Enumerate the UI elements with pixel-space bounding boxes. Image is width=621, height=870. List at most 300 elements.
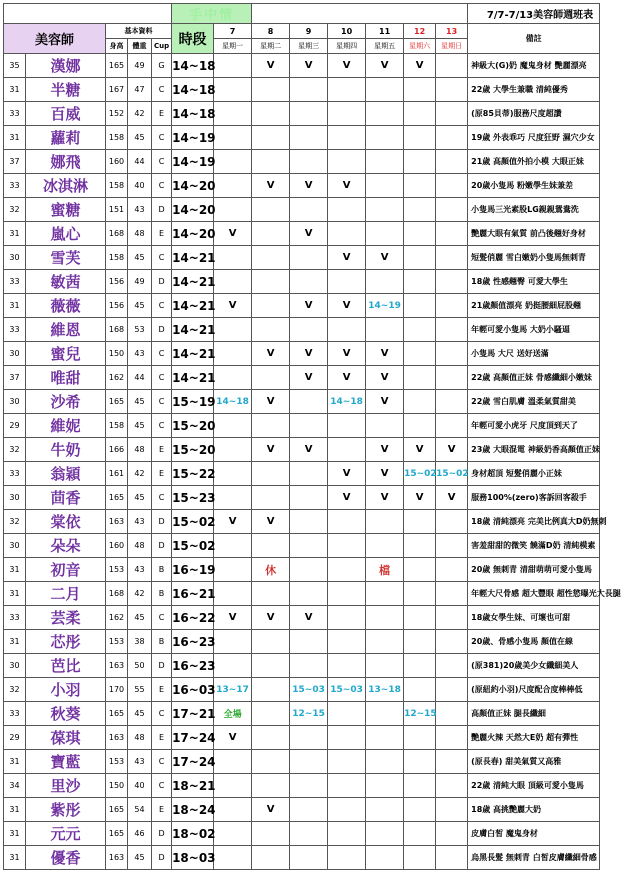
table-row: [4, 246, 600, 270]
schedule-cell: [214, 270, 252, 294]
age-cell: 31: [4, 750, 26, 774]
schedule-cell: V: [366, 390, 404, 414]
period-cell: 16~23: [172, 630, 214, 654]
schedule-cell: [214, 126, 252, 150]
table-row: [4, 54, 600, 78]
schedule-cell: V: [252, 798, 290, 822]
schedule-cell: 14~18: [328, 390, 366, 414]
period-cell: 14~21: [172, 246, 214, 270]
schedule-cell: [436, 342, 468, 366]
schedule-cell: [214, 102, 252, 126]
schedule-cell: [214, 54, 252, 78]
schedule-cell: [214, 654, 252, 678]
period-cell: 15~02: [172, 510, 214, 534]
schedule-cell: [366, 726, 404, 750]
schedule-cell: [328, 606, 366, 630]
schedule-cell: [366, 102, 404, 126]
weight-cell: 43: [128, 342, 152, 366]
schedule-cell: [404, 630, 436, 654]
schedule-cell: 全場: [214, 702, 252, 726]
header-blank: [4, 4, 172, 24]
table-row: [4, 126, 600, 150]
schedule-cell: [366, 414, 404, 438]
schedule-cell: V: [252, 510, 290, 534]
schedule-cell: [366, 822, 404, 846]
cup-cell: G: [152, 54, 172, 78]
schedule-cell: 15~02: [436, 462, 468, 486]
schedule-cell: [436, 246, 468, 270]
schedule-cell: [404, 774, 436, 798]
period-cell: 15~02: [172, 534, 214, 558]
cup-cell: E: [152, 438, 172, 462]
day-number: 9: [290, 24, 328, 39]
schedule-cell: [366, 534, 404, 558]
schedule-cell: 12~15: [290, 702, 328, 726]
schedule-cell: [252, 150, 290, 174]
period-cell: 16~03: [172, 678, 214, 702]
schedule-cell: [290, 246, 328, 270]
period-cell: 16~19: [172, 558, 214, 582]
cup-cell: B: [152, 558, 172, 582]
stylist-name: 朵朵: [26, 534, 106, 558]
age-cell: 31: [4, 582, 26, 606]
schedule-cell: [214, 438, 252, 462]
day-name: 星期日: [436, 39, 468, 54]
stylist-name: 百威: [26, 102, 106, 126]
table-row: [4, 534, 600, 558]
schedule-cell: [328, 798, 366, 822]
day-name: 星期五: [366, 39, 404, 54]
height-cell: 160: [106, 534, 128, 558]
schedule-cell: [214, 822, 252, 846]
period-cell: 15~22: [172, 462, 214, 486]
schedule-cell: [252, 750, 290, 774]
height-cell: 158: [106, 126, 128, 150]
table-row: [4, 414, 600, 438]
height-cell: 163: [106, 846, 128, 870]
weight-cell: 44: [128, 150, 152, 174]
cup-header: Cup: [152, 39, 172, 54]
height-cell: 158: [106, 246, 128, 270]
schedule-cell: [404, 510, 436, 534]
schedule-cell: [214, 534, 252, 558]
note-cell: 19歲 外表乖巧 尺度狂野 濕穴少女: [468, 126, 600, 150]
weight-header: 體重: [128, 39, 152, 54]
schedule-cell: [436, 222, 468, 246]
note-cell: 21歲 高顏值外拍小模 大眼正妹: [468, 150, 600, 174]
cup-cell: D: [152, 822, 172, 846]
schedule-cell: V: [366, 366, 404, 390]
table-row: [4, 318, 600, 342]
height-cell: 165: [106, 390, 128, 414]
schedule-cell: V: [214, 726, 252, 750]
schedule-cell: V: [328, 342, 366, 366]
schedule-cell: [436, 774, 468, 798]
schedule-table: [3, 3, 621, 870]
note-cell: 20歲小隻馬 粉嫩學生妹兼差: [468, 174, 600, 198]
schedule-cell: V: [404, 54, 436, 78]
period-cell: 15~20: [172, 438, 214, 462]
stylist-name: 優香: [26, 846, 106, 870]
schedule-cell: [404, 366, 436, 390]
schedule-cell: [290, 102, 328, 126]
schedule-cell: [366, 270, 404, 294]
schedule-cell: [366, 774, 404, 798]
schedule-cell: [290, 654, 328, 678]
schedule-cell: V: [366, 438, 404, 462]
age-cell: 30: [4, 534, 26, 558]
schedule-cell: 15~03: [290, 678, 328, 702]
cup-cell: D: [152, 198, 172, 222]
stylist-name: 里沙: [26, 774, 106, 798]
schedule-cell: [436, 750, 468, 774]
schedule-cell: V: [214, 606, 252, 630]
table-row: [4, 486, 600, 510]
cup-cell: C: [152, 246, 172, 270]
schedule-cell: [328, 414, 366, 438]
table-row: [4, 558, 600, 582]
height-cell: 165: [106, 54, 128, 78]
period-cell: 18~02: [172, 822, 214, 846]
age-cell: 31: [4, 126, 26, 150]
cup-cell: B: [152, 630, 172, 654]
height-cell: 158: [106, 414, 128, 438]
schedule-cell: V: [366, 342, 404, 366]
schedule-cell: V: [290, 366, 328, 390]
period-cell: 14~19: [172, 126, 214, 150]
stylist-name: 薇薇: [26, 294, 106, 318]
cup-cell: E: [152, 726, 172, 750]
age-cell: 31: [4, 558, 26, 582]
weight-cell: 40: [128, 774, 152, 798]
period-cell: 18~21: [172, 774, 214, 798]
cup-cell: D: [152, 270, 172, 294]
age-cell: 33: [4, 702, 26, 726]
schedule-cell: V: [366, 486, 404, 510]
cup-cell: C: [152, 414, 172, 438]
stylist-name: 紫彤: [26, 798, 106, 822]
schedule-cell: [328, 78, 366, 102]
schedule-cell: 12~15: [404, 702, 436, 726]
schedule-cell: [290, 510, 328, 534]
stylist-name: 二月: [26, 582, 106, 606]
cup-cell: C: [152, 702, 172, 726]
schedule-cell: V: [328, 246, 366, 270]
day-number: 12: [404, 24, 436, 39]
height-cell: 153: [106, 558, 128, 582]
day-name: 星期三: [290, 39, 328, 54]
schedule-cell: V: [290, 174, 328, 198]
age-cell: 31: [4, 846, 26, 870]
note-cell: 22歲 雪白肌膚 溫柔氣質甜美: [468, 390, 600, 414]
cup-cell: D: [152, 318, 172, 342]
weight-cell: 45: [128, 390, 152, 414]
table-row: [4, 510, 600, 534]
age-cell: 31: [4, 822, 26, 846]
schedule-cell: [436, 606, 468, 630]
day-name: 星期一: [214, 39, 252, 54]
table-row: [4, 678, 600, 702]
stylist-name: 芯彤: [26, 630, 106, 654]
note-cell: 18歲 高挑艷麗大奶: [468, 798, 600, 822]
schedule-cell: [328, 774, 366, 798]
schedule-cell: [366, 846, 404, 870]
schedule-cell: [404, 558, 436, 582]
schedule-cell: [252, 846, 290, 870]
schedule-cell: [328, 822, 366, 846]
period-cell: 16~23: [172, 654, 214, 678]
schedule-cell: [214, 558, 252, 582]
schedule-cell: [214, 750, 252, 774]
schedule-cell: V: [328, 366, 366, 390]
schedule-cell: [290, 390, 328, 414]
schedule-cell: V: [328, 54, 366, 78]
schedule-cell: V: [252, 54, 290, 78]
table-row: [4, 174, 600, 198]
height-cell: 163: [106, 726, 128, 750]
schedule-cell: [252, 294, 290, 318]
period-cell: 14~21: [172, 342, 214, 366]
schedule-cell: [252, 414, 290, 438]
period-cell: 17~24: [172, 750, 214, 774]
note-cell: 神級大(G)奶 魔鬼身材 艷麗漂亮: [468, 54, 600, 78]
day-number: 8: [252, 24, 290, 39]
schedule-cell: [436, 846, 468, 870]
cup-cell: C: [152, 486, 172, 510]
schedule-cell: V: [290, 438, 328, 462]
schedule-cell: V: [404, 438, 436, 462]
age-cell: 37: [4, 366, 26, 390]
stylist-name: 芸柔: [26, 606, 106, 630]
age-cell: 32: [4, 678, 26, 702]
weight-cell: 53: [128, 318, 152, 342]
cup-cell: E: [152, 678, 172, 702]
schedule-cell: V: [328, 294, 366, 318]
schedule-cell: [328, 510, 366, 534]
day-name: 星期六: [404, 39, 436, 54]
schedule-cell: [436, 150, 468, 174]
schedule-cell: [252, 822, 290, 846]
age-cell: 35: [4, 54, 26, 78]
schedule-cell: [436, 102, 468, 126]
note-cell: (原85貝蒂)服務尺度超讚: [468, 102, 600, 126]
stylist-name: 維恩: [26, 318, 106, 342]
period-cell: 14~21: [172, 294, 214, 318]
schedule-body: [4, 4, 621, 870]
schedule-cell: [214, 414, 252, 438]
cup-cell: C: [152, 366, 172, 390]
note-header: 備註: [468, 24, 600, 54]
schedule-cell: [290, 798, 328, 822]
weight-cell: 43: [128, 510, 152, 534]
age-cell: 34: [4, 774, 26, 798]
schedule-cell: [214, 582, 252, 606]
table-row: [4, 270, 600, 294]
height-cell: 163: [106, 654, 128, 678]
schedule-cell: V: [366, 462, 404, 486]
weight-cell: 40: [128, 174, 152, 198]
schedule-cell: [290, 150, 328, 174]
height-cell: 160: [106, 150, 128, 174]
period-cell: 18~24: [172, 798, 214, 822]
height-cell: 156: [106, 270, 128, 294]
page-title: 7/7-7/13美容師週班表: [468, 4, 600, 24]
schedule-cell: [436, 198, 468, 222]
schedule-cell: [214, 150, 252, 174]
schedule-cell: [214, 798, 252, 822]
weight-cell: 38: [128, 630, 152, 654]
schedule-cell: [404, 390, 436, 414]
weight-cell: 49: [128, 54, 152, 78]
period-cell: 17~24: [172, 726, 214, 750]
cup-cell: E: [152, 222, 172, 246]
stylist-name: 敏茜: [26, 270, 106, 294]
day-number: 10: [328, 24, 366, 39]
note-cell: 18歲 清純漂亮 完美比例真大D奶無刺: [468, 510, 600, 534]
weight-cell: 44: [128, 366, 152, 390]
note-cell: 23歲 大眼混電 神級奶香高顏值正妹: [468, 438, 600, 462]
schedule-cell: [436, 822, 468, 846]
schedule-cell: [436, 174, 468, 198]
weight-cell: 49: [128, 270, 152, 294]
stylist-name: 漢娜: [26, 54, 106, 78]
day-number: 7: [214, 24, 252, 39]
schedule-cell: V: [252, 174, 290, 198]
header-row-2: [4, 24, 600, 39]
schedule-cell: V: [436, 438, 468, 462]
period-cell: 16~21: [172, 582, 214, 606]
schedule-cell: [252, 78, 290, 102]
age-cell: 31: [4, 78, 26, 102]
period-cell: 14~20: [172, 222, 214, 246]
note-cell: 22歲 清純大眼 頂級可愛小隻馬: [468, 774, 600, 798]
schedule-cell: [214, 78, 252, 102]
schedule-cell: [328, 438, 366, 462]
stylist-name: 唯甜: [26, 366, 106, 390]
table-row: [4, 726, 600, 750]
height-cell: 158: [106, 174, 128, 198]
schedule-cell: [252, 702, 290, 726]
stylist-name: 元元: [26, 822, 106, 846]
basic-info-header: 基本資料: [106, 24, 172, 39]
schedule-cell: [328, 126, 366, 150]
schedule-cell: [404, 606, 436, 630]
header-blank-2: [252, 4, 468, 24]
weight-cell: 45: [128, 126, 152, 150]
weight-cell: 54: [128, 798, 152, 822]
schedule-cell: [214, 630, 252, 654]
table-row: [4, 750, 600, 774]
table-row: [4, 462, 600, 486]
schedule-cell: V: [252, 606, 290, 630]
age-cell: 32: [4, 198, 26, 222]
stylist-name: 半糖: [26, 78, 106, 102]
note-cell: 害羞甜甜的微笑 饒滿D奶 清純模素: [468, 534, 600, 558]
schedule-cell: V: [436, 486, 468, 510]
weight-cell: 45: [128, 294, 152, 318]
schedule-cell: [404, 174, 436, 198]
schedule-cell: 13~17: [214, 678, 252, 702]
schedule-cell: [436, 54, 468, 78]
stylist-name: 翁穎: [26, 462, 106, 486]
schedule-cell: [404, 318, 436, 342]
schedule-cell: [436, 726, 468, 750]
note-cell: 小隻馬三光素股LG親親鴛鴦洗: [468, 198, 600, 222]
schedule-cell: 15~03: [328, 678, 366, 702]
schedule-cell: [404, 846, 436, 870]
age-cell: 33: [4, 462, 26, 486]
note-cell: 年輕可愛小虎牙 尺度頂到天了: [468, 414, 600, 438]
schedule-cell: [404, 726, 436, 750]
note-cell: 年輕大尺骨感 超大豐眼 超性慾曝光大長腿: [468, 582, 600, 606]
schedule-cell: [328, 630, 366, 654]
schedule-cell: [436, 798, 468, 822]
cup-cell: C: [152, 342, 172, 366]
cup-cell: E: [152, 462, 172, 486]
schedule-cell: [366, 702, 404, 726]
stylist-name: 葆琪: [26, 726, 106, 750]
cup-cell: D: [152, 510, 172, 534]
schedule-cell: [214, 462, 252, 486]
schedule-cell: [404, 270, 436, 294]
table-row: [4, 78, 600, 102]
height-cell: 152: [106, 102, 128, 126]
schedule-cell: V: [214, 222, 252, 246]
schedule-cell: [252, 318, 290, 342]
height-cell: 151: [106, 198, 128, 222]
schedule-cell: [290, 630, 328, 654]
schedule-cell: [290, 774, 328, 798]
cup-cell: C: [152, 150, 172, 174]
schedule-cell: [328, 558, 366, 582]
period-cell: 14~18: [172, 78, 214, 102]
schedule-cell: [252, 366, 290, 390]
weight-cell: 47: [128, 78, 152, 102]
height-cell: 153: [106, 630, 128, 654]
schedule-cell: [404, 150, 436, 174]
height-cell: 168: [106, 582, 128, 606]
schedule-cell: [290, 78, 328, 102]
stylist-name: 寶藍: [26, 750, 106, 774]
weight-cell: 46: [128, 822, 152, 846]
schedule-cell: [404, 678, 436, 702]
schedule-cell: [366, 318, 404, 342]
schedule-cell: [252, 630, 290, 654]
schedule-cell: [290, 126, 328, 150]
schedule-cell: 休: [252, 558, 290, 582]
age-cell: 29: [4, 726, 26, 750]
schedule-cell: [404, 750, 436, 774]
schedule-cell: [404, 414, 436, 438]
stylist-name: 初音: [26, 558, 106, 582]
age-cell: 32: [4, 438, 26, 462]
schedule-cell: V: [290, 294, 328, 318]
stylist-name: 沙希: [26, 390, 106, 414]
weight-cell: 50: [128, 654, 152, 678]
schedule-cell: [290, 726, 328, 750]
schedule-cell: 14~18: [214, 390, 252, 414]
period-cell: 15~20: [172, 414, 214, 438]
schedule-cell: [404, 78, 436, 102]
schedule-cell: [252, 246, 290, 270]
cup-cell: C: [152, 774, 172, 798]
table-row: [4, 606, 600, 630]
schedule-cell: [252, 582, 290, 606]
table-row: [4, 438, 600, 462]
age-cell: 33: [4, 606, 26, 630]
schedule-cell: [214, 366, 252, 390]
cup-cell: C: [152, 78, 172, 102]
